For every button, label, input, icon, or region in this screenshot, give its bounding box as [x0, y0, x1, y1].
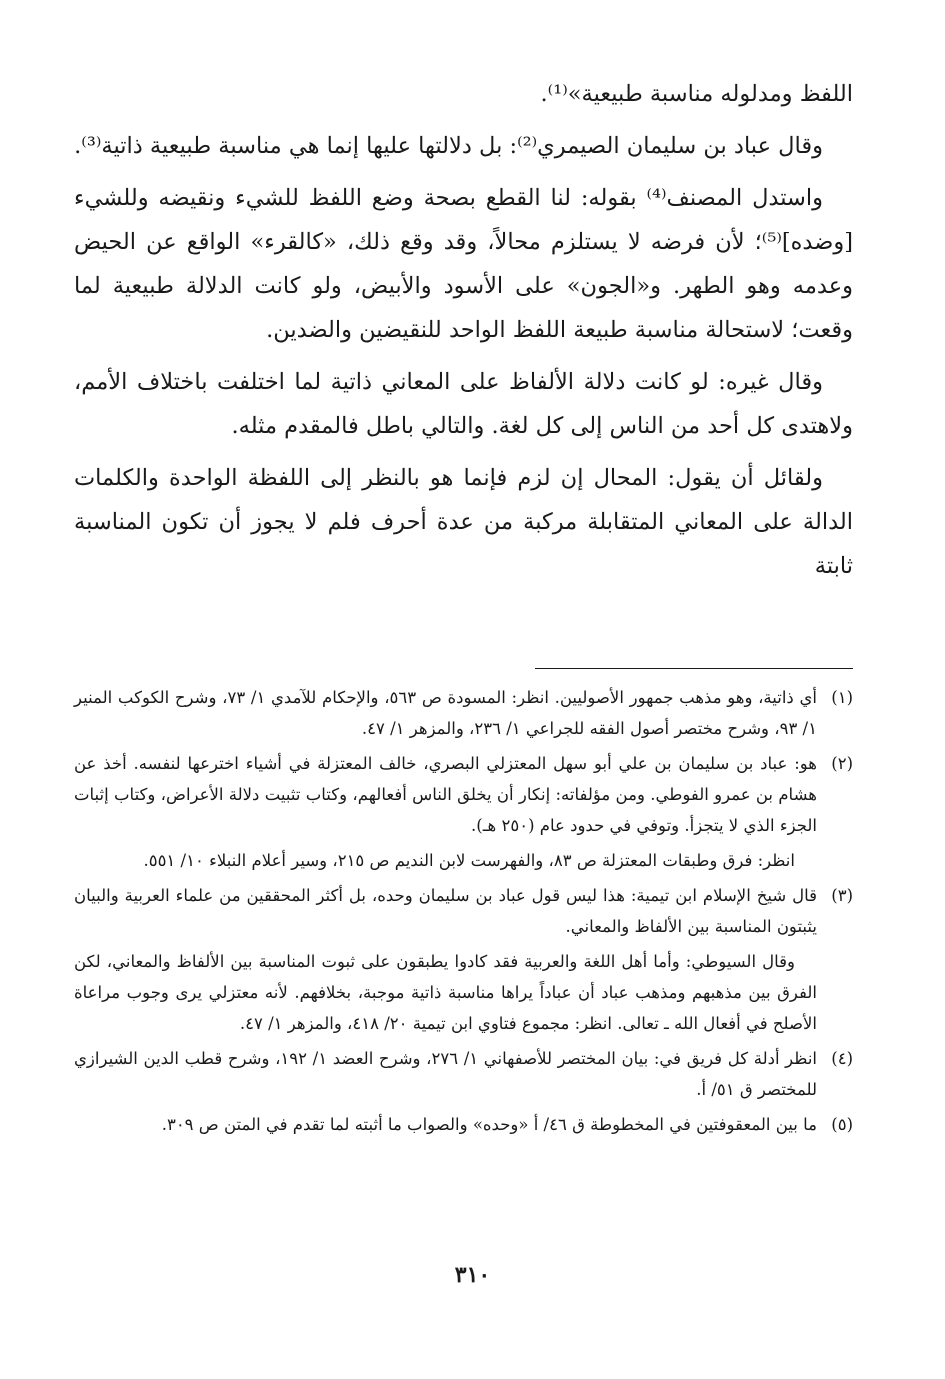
- paragraph-5: ولقائل أن يقول: المحال إن لزم فإنما هو بالنظر إلى اللفظة الواحدة والكلمات الدالة على المعاني المتقابلة مركبة من عدة أحرف فلم لا يجوز أن تكون المناسبة ثابتة: [74, 465, 853, 579]
- footnote-number: (٢): [831, 754, 853, 773]
- footnote-text: وقال السيوطي: وأما أهل اللغة والعربية فقد كادوا يطبقون على ثبوت المناسبة بين الألفاظ والمعاني، لكن الفرق بين مذهبهم ومذهب عباد أن عباداً يراها مناسبة ذاتية موجبة، بخلافهم. لأنه معتزلي يرى وجوب مراعاة الأصلح في أفعال الله ـ تعالى. انظر: مجموع فتاوي ابن تيمية ٢٠/ ٤١٨، والمزهر ١/ ٤٧.: [74, 952, 817, 1033]
- main-text: [74, 72, 853, 596]
- footnote-text: قال شيخ الإسلام ابن تيمية: هذا ليس قول عباد بن سليمان وحده، بل أكثر المحققين من علماء العربية والبيان يثبتون المناسبة بين الألفاظ والمعاني.: [74, 886, 817, 936]
- page-number: ٣١٠: [454, 1262, 491, 1288]
- footnote-text: أي ذاتية، وهو مذهب جمهور الأصوليين. انظر: المسودة ص ٥٦٣، والإحكام للآمدي ١/ ٧٣، وشرح الكوكب المنير ١/ ٩٣، وشرح مختصر أصول الفقه للجراعي ١/ ٢٣٦، والمزهر ١/ ٤٧.: [74, 688, 817, 738]
- footnote-1: [74, 682, 853, 744]
- footnote-number: (١): [831, 688, 853, 707]
- footnote-5: [74, 1109, 853, 1140]
- footnote-text: انظر أدلة كل فريق في: بيان المختصر للأصفهاني ١/ ٢٧٦، وشرح العضد ١/ ١٩٢، وشرح قطب الدين الشيرازي للمختصر ق ٥١/ أ.: [74, 1049, 817, 1099]
- footnote-4: [74, 1043, 853, 1105]
- footnote-number: (٤): [831, 1049, 853, 1068]
- footnote-text: انظر: فرق وطبقات المعتزلة ص ٨٣، والفهرست لابن النديم ص ٢١٥، وسير أعلام النبلاء ١٠/ ٥٥١.: [143, 851, 795, 870]
- paragraph-4: وقال غيره: لو كانت دلالة الألفاظ على المعاني ذاتية لما اختلفت باختلاف الأمم، ولاهتدى كل أحد من الناس إلى كل لغة. والتالي باطل فالمقدم مثله.: [74, 369, 853, 439]
- footnote-text: هو: عباد بن سليمان بن علي أبو سهل المعتزلي البصري، خالف المعتزلة في أشياء اخترعها لنفسه. أخذ عن هشام بن عمرو الفوطي. ومن مؤلفاته: إنكار أن يخلق الناس أفعالهم، وكتاب تثبيت دلالة الأعراض، وكتاب إثبات الجزء الذي لا يتجزأ. وتوفي في حدود عام (٢٥٠ هـ).: [74, 754, 817, 835]
- footnote-number: (٥): [831, 1115, 853, 1134]
- footnote-divider: [535, 668, 853, 669]
- footnote-text: ما بين المعقوفتين في المخطوطة ق ٤٦/ أ «وحده» والصواب ما أثبته لما تقدم في المتن ص ٣٠٩.: [161, 1115, 817, 1134]
- footnote-2: [74, 748, 853, 876]
- paragraph-2: وقال عباد بن سليمان الصيمري⁽²⁾: بل دلالتها عليها إنما هي مناسبة طبيعية ذاتية⁽³⁾.: [74, 133, 823, 159]
- footnote-number: (٣): [831, 886, 853, 905]
- footnotes: [74, 682, 853, 1144]
- paragraph-3: واستدل المصنف⁽⁴⁾ بقوله: لنا القطع بصحة وضع اللفظ للشيء ونقيضه وللشيء [وضده]⁽⁵⁾؛ لأن فرضه لا يستلزم محالاً، وقد وقع ذلك، «كالقرء» الواقع عن الحيض وعدمه وهو الطهر. و«الجون» على الأسود والأبيض، ولو كانت الدلالة طبيعية لما وقعت؛ لاستحالة مناسبة طبيعة اللفظ الواحد للنقيضين والضدين.: [74, 185, 853, 343]
- footnote-3: [74, 880, 853, 1039]
- paragraph-1: اللفظ ومدلوله مناسبة طبيعية»⁽¹⁾.: [540, 81, 853, 107]
